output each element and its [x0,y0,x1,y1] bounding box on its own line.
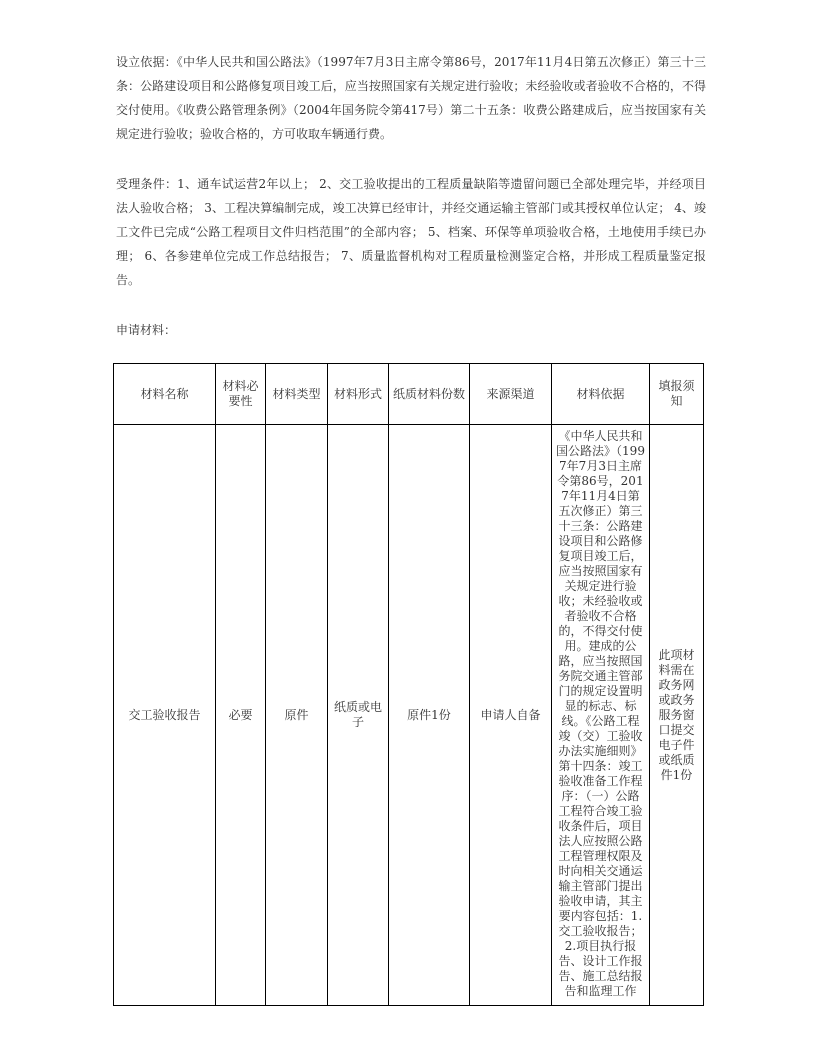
acceptance-conditions-paragraph: 受理条件：1、通车试运营2年以上； 2、交工验收提出的工程质量缺陷等遗留问题已全部处理完毕，并经项目法人验收合格； 3、工程决算编制完成，竣工决算已经审计，并经交通运输主管部门或其授权单位认定； 4、竣工文件已完成“公路工程项目文件归档范围”的全部内容； 5、档案、环保等单项验收合格，土地使用手续已办理； 6、各参建单位完成工作总结报告； 7、质量监督机构对工程质量检测鉴定合格，并形成工程质量鉴定报告。 [116,177,706,287]
header-material-basis: 材料依据 [552,364,650,425]
cell-filling-notes: 此项材料需在政务网或政务服务窗口提交电子件或纸质件1份 [650,425,704,1006]
cell-material-type: 原件 [266,425,328,1006]
header-filling-notes: 填报须知 [650,364,704,425]
materials-table [113,363,704,1006]
cell-source-channel: 申请人自备 [470,425,552,1006]
header-material-name: 材料名称 [114,364,216,425]
cell-material-required: 必要 [216,425,266,1006]
cell-material-name: 交工验收报告 [114,425,216,1006]
header-material-form: 材料形式 [328,364,389,425]
cell-paper-copies: 原件1份 [389,425,470,1006]
table-header-row [114,364,704,425]
cell-material-form: 纸质或电子 [328,425,389,1006]
materials-label: 申请材料： [116,323,177,337]
material-basis-text: 《中华人民共和国公路法》（1997年7月3日主席令第86号，2017年11月4日第五次修正）第三十三条：公路建设项目和公路修复项目竣工后，应当按照国家有关规定进行验收；未经验收或者验收不合格的，不得交付使用。建成的公路，应当按照国务院交通主管部门的规定设置明显的标志、标线。《公路工程竣（交）工验收办法实施细则》第十四条：竣工验收准备工作程序：（一）公路工程符合竣工验收条件后，项目法人应按照公路工程管理权限及时向相关交通运输主管部门提出验收申请，其主要内容包括：1.交工验收报告；2.项目执行报告、设计工作报告、施工总结报告和监理工作 [556,429,645,998]
header-paper-copies: 纸质材料份数 [389,364,470,425]
header-source-channel: 来源渠道 [470,364,552,425]
header-material-type: 材料类型 [266,364,328,425]
legal-basis-paragraph: 设立依据：《中华人民共和国公路法》（1997年7月3日主席令第86号，2017年11月4日第五次修正）第三十三条：公路建设项目和公路修复项目竣工后，应当按照国家有关规定进行验收；未经验收或者验收不合格的，不得交付使用。《收费公路管理条例》（2004年国务院令第417号）第二十五条：收费公路建成后，应当按国家有关规定进行验收；验收合格的，方可收取车辆通行费。 [116,55,706,141]
header-material-required: 材料必要性 [216,364,266,425]
cell-material-basis [552,425,650,1006]
table-row [114,425,704,1006]
